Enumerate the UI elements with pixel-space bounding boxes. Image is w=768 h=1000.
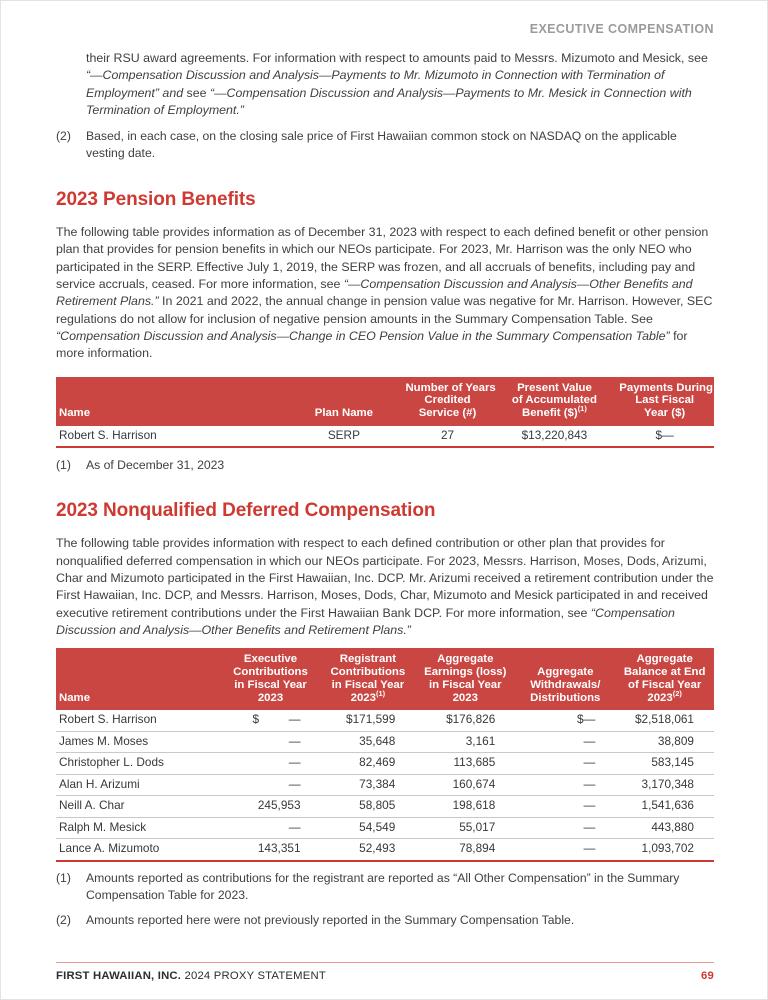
row-name-cell: Robert S. Harrison [56, 710, 221, 731]
row-name-cell: Ralph M. Mesick [56, 817, 221, 839]
value-cell: 38,809 [615, 731, 714, 753]
footnote-reference: (1) [375, 688, 386, 698]
value-cell: $176,826 [415, 710, 515, 731]
value-cell: — [221, 731, 321, 753]
text-segment: The following table provides information as of December 31, 2023 with respect to each defined benefit or other pension plan that provides for pension benefits in which our NEOs participate. For 2023, Mr. Harrison was the only NEO who participated in the SERP. Effective July 1, 2019, the SERP was frozen, and all accruals of benefits, including pay and service accruals, ceased. For more information, see [56, 225, 709, 292]
pension-paragraph [56, 224, 714, 362]
footnote-reference: (2) [672, 688, 682, 698]
column-header: Executive Contributions in Fiscal Year 2023 [221, 648, 321, 710]
table-row [56, 817, 714, 839]
page-content [56, 1, 714, 929]
currency-split-cell [225, 713, 301, 727]
value-cell: — [515, 753, 615, 775]
deferred-paragraph [56, 535, 714, 639]
value-cell: $13,220,843 [494, 426, 616, 448]
row-name-cell: Lance A. Mizumoto [56, 839, 221, 861]
value-cell: — [515, 817, 615, 839]
value-cell: 3,161 [415, 731, 515, 753]
value-cell: $2,518,061 [615, 710, 714, 731]
deferred-table-container [56, 648, 714, 862]
value-cell: — [221, 817, 321, 839]
text-segment: In 2021 and 2022, the annual change in pension value was negative for Mr. Harrison. However, SEC regulations do not allow for inclusion of negative pension amounts in the Summary Compensation Table. See [56, 294, 713, 326]
italic-text-segment: “—Compensation Discussion and Analysis—Payments to Mr. Mesick in Connection with Termination of Employment.” [86, 85, 692, 117]
footer-company-name: FIRST HAWAIIAN, INC. [56, 970, 182, 982]
running-header: EXECUTIVE COMPENSATION [529, 22, 714, 36]
value-cell: 113,685 [415, 753, 515, 775]
value-cell: 443,880 [615, 817, 714, 839]
footnote-label: (1) [56, 870, 71, 885]
deferred-footnote-1 [56, 870, 714, 904]
value-cell: — [515, 796, 615, 818]
value-cell: 27 [401, 426, 493, 448]
footer-brand [56, 970, 326, 982]
row-name-cell: Christopher L. Dods [56, 753, 221, 775]
value-cell: 583,145 [615, 753, 714, 775]
row-name-cell: Neill A. Char [56, 796, 221, 818]
value-cell [221, 710, 321, 731]
table-row [56, 839, 714, 861]
table-row [56, 753, 714, 775]
value-cell: — [515, 839, 615, 861]
deferred-section-heading: 2023 Nonqualified Deferred Compensation [56, 500, 436, 522]
value-cell: 1,541,636 [615, 796, 714, 818]
currency-symbol: $ [252, 712, 260, 727]
value-cell: 160,674 [415, 774, 515, 796]
table-row [56, 796, 714, 818]
footnote-text: Based, in each case, on the closing sale price of First Hawaiian common stock on NASDAQ on the applicable vesting date. [86, 129, 677, 161]
intro-footnote [56, 128, 714, 162]
value-cell: 82,469 [321, 753, 416, 775]
footer-document-name: 2024 PROXY STATEMENT [184, 970, 326, 982]
value-cell: 78,894 [415, 839, 515, 861]
deferred-table [56, 648, 714, 862]
pension-footnote [56, 457, 714, 474]
value-cell: 73,384 [321, 774, 416, 796]
footnote-label: (2) [56, 129, 71, 144]
text-segment: their RSU award agreements. For information with respect to amounts paid to Messrs. Mizumoto and Mesick, see [86, 51, 708, 65]
footnote-reference: (1) [577, 404, 587, 414]
text-segment: see [183, 85, 210, 100]
value-cell: 245,953 [221, 796, 321, 818]
column-header: Plan Name [286, 377, 401, 426]
header-row [56, 648, 714, 710]
value-cell: 198,618 [415, 796, 515, 818]
column-header: Payments During Last Fiscal Year ($) [615, 377, 714, 426]
value-cell: 52,493 [321, 839, 416, 861]
table-row [56, 710, 714, 731]
cell-value: — [288, 712, 301, 727]
footnote-label: (2) [56, 912, 71, 927]
table-row [56, 774, 714, 796]
pension-table [56, 377, 714, 449]
page-number: 69 [701, 970, 714, 982]
column-header: Name [56, 648, 221, 710]
column-header: Aggregate Balance at End of Fiscal Year 2023$^{(2)}$ [615, 648, 714, 710]
value-cell: 143,351 [221, 839, 321, 861]
footnote-text: Amounts reported as contributions for the registrant are reported as “All Other Compensation” in the Summary Compensation Table for 2023. [86, 870, 680, 902]
value-cell: 1,093,702 [615, 839, 714, 861]
value-cell: — [515, 731, 615, 753]
value-cell: 54,549 [321, 817, 416, 839]
value-cell: 35,648 [321, 731, 416, 753]
column-header: Name [56, 377, 286, 426]
column-header: Number of Years Credited Service (#) [401, 377, 493, 426]
value-cell: $171,599 [321, 710, 416, 731]
italic-text-segment: “—Compensation Discussion and Analysis—Other Benefits and Retirement Plans.” [56, 277, 693, 309]
column-header: Present Value of Accumulated Benefit ($)$^{(1)}$ [494, 377, 616, 426]
italic-text-segment: “Compensation Discussion and Analysis—Change in CEO Pension Value in the Summary Compensation Table” [56, 328, 670, 343]
row-name-cell: James M. Moses [56, 731, 221, 753]
value-cell: 55,017 [415, 817, 515, 839]
italic-text-segment: “—Compensation Discussion and Analysis—Payments to Mr. Mizumoto in Connection with Termination of Employment” and [86, 68, 665, 100]
footnote-label: (1) [56, 458, 71, 473]
table-row [56, 731, 714, 753]
column-header: Aggregate Earnings (loss) in Fiscal Year 2023 [415, 648, 515, 710]
deferred-footnotes [56, 870, 714, 929]
intro-continuation-paragraph [86, 50, 714, 119]
footnote-text: As of December 31, 2023 [86, 458, 225, 473]
deferred-footnote-2 [56, 912, 714, 929]
text-segment: for more information. [56, 328, 688, 361]
pension-section-heading: 2023 Pension Benefits [56, 189, 256, 211]
value-cell: 3,170,348 [615, 774, 714, 796]
value-cell: — [221, 753, 321, 775]
value-cell: SERP [286, 426, 401, 448]
value-cell: — [515, 774, 615, 796]
table-row [56, 426, 714, 448]
value-cell: 58,805 [321, 796, 416, 818]
row-name-cell: Alan H. Arizumi [56, 774, 221, 796]
value-cell: — [221, 774, 321, 796]
header-row [56, 377, 714, 426]
pension-table-container [56, 377, 714, 449]
text-segment: The following table provides information with respect to each defined contribution or other plan that provides for nonqualified deferred compensation in which our NEOs participate. For 2023, Messrs. Harrison, Moses, Dods, Arizumi, Char and Mizumoto participated in the First Hawaiian, Inc. DCP. Mr. Arizumi received a retirement contribution under the First Hawaiian, Inc. DCP, and Messrs. Harrison, Moses, Dods, Char, Mizumoto and Mesick participated in and received executive retirement contributions under the First Hawaiian Bank DCP. For more information, see [56, 536, 714, 620]
page-footer [56, 962, 714, 982]
column-header: Registrant Contributions in Fiscal Year 2023$^{(1)}$ [321, 648, 416, 710]
column-header: Aggregate Withdrawals/ Distributions [515, 648, 615, 710]
italic-text-segment: “Compensation Discussion and Analysis—Other Benefits and Retirement Plans.” [56, 605, 675, 637]
value-cell: $— [615, 426, 714, 448]
footnote-text: Amounts reported here were not previously reported in the Summary Compensation Table. [86, 912, 575, 927]
row-name-cell: Robert S. Harrison [56, 426, 286, 448]
value-cell: $— [515, 710, 615, 731]
